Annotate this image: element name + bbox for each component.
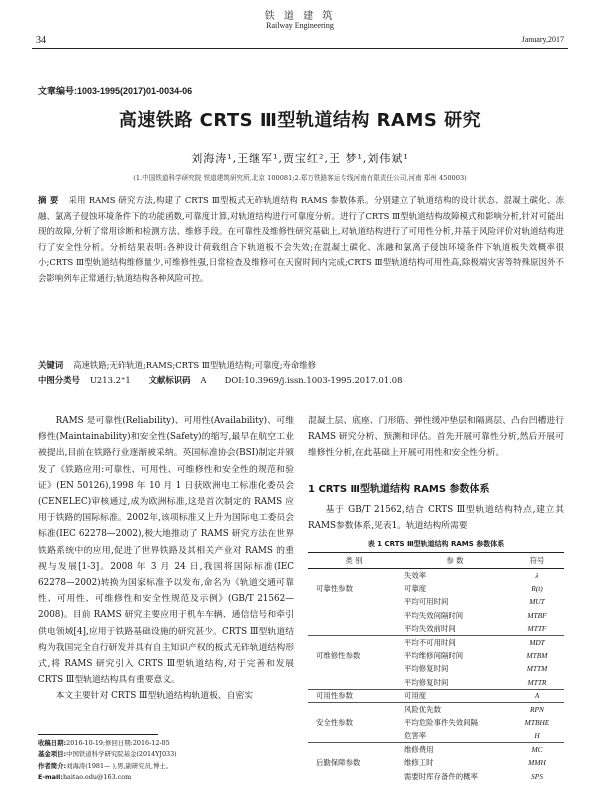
cell-symbol: A [510,689,564,702]
cell-category [308,769,400,782]
footnote-fund [38,749,298,760]
abstract [38,193,564,287]
section-1-heading: 1 CRTS Ⅲ型轨道结构 RAMS 参数体系 [308,484,490,495]
keywords [38,359,564,371]
author-bio-label: 作者简介: [38,761,67,770]
cell-category: 可用性参数 [308,689,400,702]
header-rule [32,48,568,49]
cell-parameter: 危害率 [400,729,510,742]
cell-symbol: MTBHE [524,717,550,727]
table-row [308,769,564,782]
table-row [308,595,564,608]
header-category: 类 别 [308,553,400,569]
page-number: 34 [36,35,46,46]
table-row [308,743,564,756]
cell-parameter: 维修费用 [404,745,434,755]
intro-paragraph-2: 本文主要针对 CRTS Ⅲ型轨道结构轨道板、自密实 [55,691,254,702]
header-parameter: 参 数 [400,553,510,569]
cell-category [308,743,400,756]
journal-name-cn: 铁 道 建 筑 [264,11,336,22]
table-row [308,569,564,582]
cell-parameter: 平均失效间隔时间 [404,610,464,620]
cell-symbol: MTBF [527,610,547,620]
cell-category [308,729,400,742]
cell-category [308,676,400,689]
cell-parameter: 维修工时 [404,758,434,768]
cell-symbol: MTBM [526,651,548,661]
table-row [308,662,564,675]
cell-parameter: 可靠度 [404,584,427,594]
cell-symbol: MDT [529,637,545,647]
footnote-email [38,772,298,783]
table-row [308,649,564,662]
paper-title: 高速铁路 CRTS Ⅲ型轨道结构 RAMS 研究 [118,110,482,131]
doc-code: A [200,375,207,385]
cell-category [308,569,400,582]
footnote-author [38,761,298,772]
cell-category [308,622,400,635]
cell-category [308,609,400,622]
doi: DOI:10.3969/j.issn.1003-1995.2017.01.08 [224,375,403,385]
footnote-received [38,738,298,749]
table-row [308,676,564,689]
table-row [308,622,564,635]
cell-category: 后勤保障参数 [316,758,361,768]
cell-symbol: λ [535,570,539,580]
email-label: E-mail: [38,773,63,782]
cell-symbol: SPS [531,771,543,781]
keywords-text: 高速铁路;无砟轨道;RAMS;CRTS Ⅲ型轨道结构;可靠度;寿命维修 [73,360,317,370]
fund-label: 基金项目: [38,750,67,759]
table-row [308,702,564,715]
cell-parameter: 需要时库存备件的概率 [404,771,478,781]
cell-category: 可维修性参数 [316,651,361,661]
cell-parameter: 平均维修间隔时间 [404,651,464,661]
fund-text: 中国铁道科学研究院基金(2014YJ033) [66,750,177,759]
cell-category: 可靠性参数 [316,584,353,594]
body-right-column-top: 混凝土层、底座、门形筋、弹性缓冲垫层和隔离层、凸台凹槽进行 RAMS 研究分析、预测和评估。首先开展可靠性分析,然后开展可维修性分析,在此基础上开展可用性和安全性分析。 [308,416,564,459]
table-row [308,756,564,769]
footnotes [38,738,298,784]
table-row [308,689,564,702]
issue-date: January,2017 [521,35,564,44]
table-row [308,635,564,648]
table-row [308,716,564,729]
author-list: 刘海涛¹,王继军¹,贾宝红²,王 梦¹,刘伟斌¹ [191,152,409,165]
table-row [308,729,564,742]
cell-category [308,635,400,648]
cell-parameter: 可用度 [400,689,510,702]
rams-parameter-table [308,552,564,783]
table-row [308,609,564,622]
cell-parameter: 平均可用时间 [404,597,449,607]
table-header-row [308,553,564,569]
cell-parameter: 平均危险事件失效间隔 [404,717,478,727]
cell-symbol: MTTM [526,664,548,674]
cell-category [308,702,400,715]
clc-label: 中图分类号 [38,375,80,385]
cell-parameter: 平均修复时间 [404,664,449,674]
cell-category: 安全性参数 [316,717,353,727]
cell-category [308,595,400,608]
abstract-text: 采用 RAMS 研究方法,构建了 CRTS Ⅲ型板式无砟轨道结构 RAMS 参数体系。分别建立了轨道结构的设计状态、混凝土碳化、冻融、氯离子侵蚀环境条件下的功能函数,可靠度计算,对轨道结构进行可靠度分析。进行了CRTS Ⅲ型轨道结构故障模式和影响分析,针对可能出现的故障,分析了常用诊断和检测方法、维修手段。在可靠性及维修性研究基础上,对轨道结构进行了可用性分析,并基于风险评价对轨道结构进行了安全性分析。分析结果表明:各种设计荷载组合下轨道板不会失效;在混凝土碳化、冻融和氯离子侵蚀环境条件下轨道板失效概率很小;CRTS Ⅲ型轨道结构维修量少,可维修性强,日常检查及维修可在天窗时间内完成;CRTS Ⅲ型轨道结构可用性高,除极端灾害等特殊原因外不会影响列车正常通行;轨道结构各种风险可控。 [38,195,564,283]
cell-symbol: MTTR [510,676,564,689]
cell-symbol: R(t) [531,584,543,594]
abstract-label: 摘 要 [38,195,59,205]
header-symbol: 符号 [510,553,564,569]
cell-parameter: 平均失效前时间 [400,622,510,635]
cell-parameter: 失效率 [404,570,427,580]
cell-symbol: RPN [530,704,544,714]
cell-parameter: 平均修复时间 [400,676,510,689]
footnote-rule [38,734,158,735]
received-label: 收稿日期: [38,739,67,747]
body-left-column [38,413,294,705]
cell-category [308,662,400,675]
section-1-paragraph: 基于 GB/T 21562,结合 CRTS Ⅲ型轨道结构特点,建立其RAMS参数体系,见表1。轨道结构所需要 [308,505,564,532]
author-bio: 刘海涛(1981— ),男,副研究员,博士。 [66,761,173,770]
cell-symbol: MMH [528,758,546,768]
cell-symbol: MC [531,745,543,755]
received-date: 2016-10-19;修回日期:2016-12-05 [66,739,170,747]
cell-parameter: 风险优先数 [404,704,441,714]
email-address: haitao.edu@163.com [62,773,132,782]
cell-symbol: MTTF [510,622,564,635]
table-row [308,582,564,595]
article-id: 文章编号:1003-1995(2017)01-0034-06 [38,86,193,96]
cell-symbol: H [510,729,564,742]
cell-parameter: 平均不可用时间 [404,637,456,647]
keywords-label: 关键词 [38,360,64,370]
table-1-caption: 表 1 CRTS Ⅲ型轨道结构 RAMS 参数体系 [367,540,505,548]
affiliation: (1.中国铁道科学研究院 铁道建筑研究所,北京 100081;2.郑万铁路客运专线河南有限责任公司,河南 郑州 450003) [133,174,467,182]
section-1-text [308,502,564,534]
classification-line [38,374,564,386]
cell-symbol: MUT [529,597,545,607]
intro-paragraph: RAMS 是可靠性(Reliability)、可用性(Availability)、可维修性(Maintainability)和安全性(Safety)的缩写,最早在航空工业被提出,目前在铁路行业逐渐被采纳。英国标准协会(BSI)制定并颁发了《铁路应用:可靠性、可用性、可维修性和安全性的规范和验证》(EN 50126),1998 年 10 月 1 日获欧洲电工标准化委员会(CENELEC)审核通过,成为欧洲标准,这是首次制定的 RAMS 应用于铁路的国际标准。2002年,该项标准又上升为国际电工委员会标准(IEC 62278—2002),极大地推动了 RAMS 研究方法在世界铁路系统中的应用,促进了世界铁路及其相关产业对 RAMS 的重视与发展[1-3]。2008 年 3 月 24 日,我国将国际标准(IEC 62278—2002)转换为国家标准予以发布,命名为《轨道交通可靠性、可用性、可维修性和安全性规范及示例》(GB/T 21562—2008)。目前 RAMS 研究主要应用于机车车辆、通信信号和牵引供电领域[4],应用于铁路基础设施的研究甚少。CRTS Ⅲ型轨道结构为我国完全自行研发并具有自主知识产权的板式无砟轨道结构形式,将 RAMS 研究引入 CRTS Ⅲ型轨道结构,对于完善和发展 CRTS Ⅲ型轨道结构具有重要意义。 [38,416,294,686]
doc-code-label: 文献标识码 [148,375,191,385]
clc-code: U213.2⁺1 [89,375,131,385]
journal-name-en: Railway Engineering [266,21,334,30]
